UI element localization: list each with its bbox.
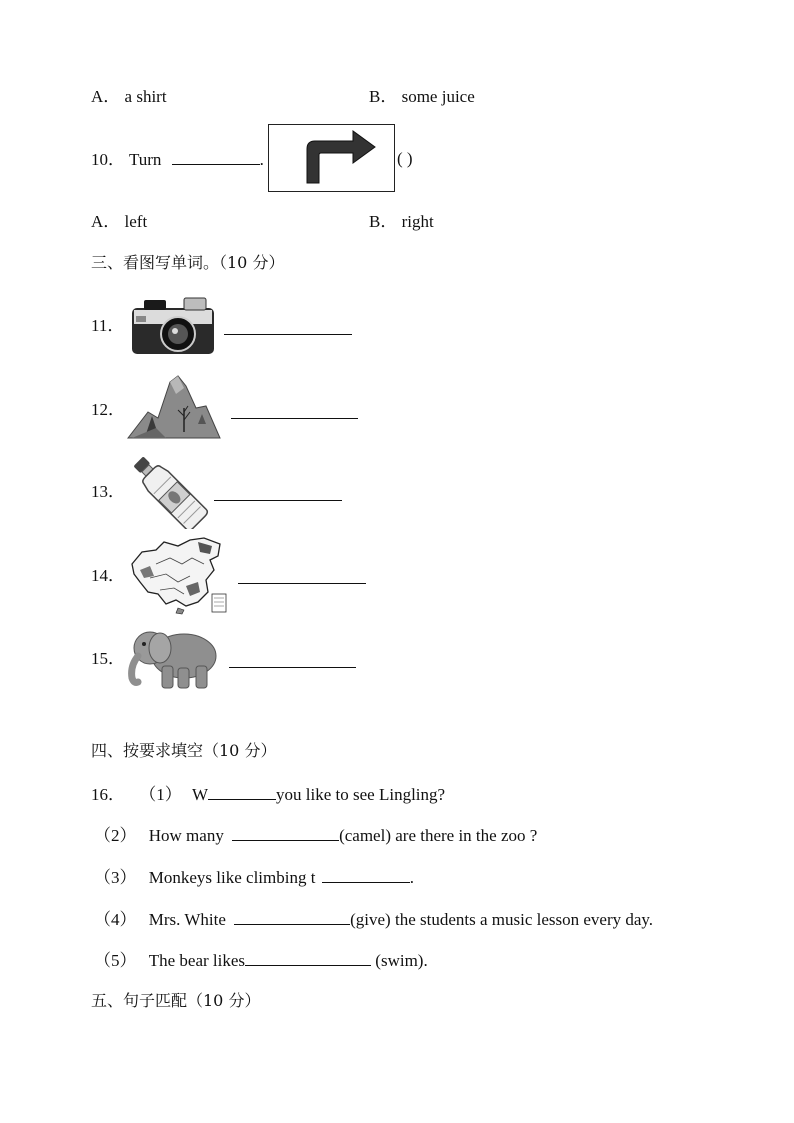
section-5-heading: 五、句子匹配（10 分） — [91, 991, 261, 1010]
section-4-heading: 四、按要求填空（10 分） — [91, 741, 277, 760]
elephant-icon — [126, 622, 222, 692]
sub3-prefix: Monkeys like climbing t — [148, 868, 316, 887]
map-of-china-icon — [126, 534, 230, 616]
mountain-icon — [126, 372, 222, 442]
sub3-number: （3） — [94, 868, 137, 887]
item-12-answer-line[interactable] — [231, 418, 358, 419]
sub1-prefix: W — [192, 785, 209, 804]
q10-answer-blank[interactable] — [172, 149, 260, 165]
item-15-label: 15． — [91, 649, 125, 668]
sub5-answer-blank[interactable] — [245, 950, 371, 966]
q16-sub2 — [94, 825, 537, 846]
q10-option-b: B． right — [369, 212, 434, 231]
sub3-answer-blank[interactable] — [322, 867, 410, 883]
sub5-prefix: The bear likes — [148, 951, 246, 970]
sub4-prefix: Mrs. White — [148, 910, 226, 929]
item-12-label: 12． — [91, 400, 125, 419]
q16-sub4 — [94, 909, 653, 930]
q10-suffix: . — [259, 150, 264, 169]
q9-option-b: B． some juice — [369, 87, 475, 106]
sub1-number: （1） — [139, 785, 182, 804]
sub5-number: （5） — [94, 951, 137, 970]
turn-right-sign — [268, 124, 395, 192]
q10-option-a: A． left — [91, 212, 148, 231]
q16-sub1 — [91, 784, 445, 805]
water-bottle-icon — [126, 453, 210, 529]
sub2-number: （2） — [94, 826, 137, 845]
q10-prefix: 10． Turn — [91, 150, 162, 169]
sub3-suffix: . — [409, 868, 414, 887]
sub2-suffix: (camel) are there in the zoo ? — [339, 826, 538, 845]
sub4-number: （4） — [94, 910, 137, 929]
sub1-suffix: you like to see Lingling? — [276, 785, 446, 804]
q16-sub3 — [94, 867, 414, 888]
item-13-label: 13． — [91, 482, 125, 501]
sub4-answer-blank[interactable] — [234, 909, 350, 925]
sub1-answer-blank[interactable] — [208, 784, 276, 800]
q16-sub5 — [94, 950, 428, 971]
section-3-heading: 三、看图写单词。（10 分） — [91, 253, 285, 272]
right-turn-arrow-icon — [269, 125, 394, 191]
sub4-suffix: (give) the students a music lesson every day. — [350, 910, 654, 929]
item-14-answer-line[interactable] — [238, 583, 366, 584]
sub2-answer-blank[interactable] — [232, 825, 339, 841]
q16-label: 16． — [91, 785, 125, 804]
sub2-prefix: How many — [148, 826, 224, 845]
item-15-answer-line[interactable] — [229, 667, 356, 668]
item-14-label: 14． — [91, 566, 125, 585]
item-11-answer-line[interactable] — [224, 334, 352, 335]
q9-option-a: A． a shirt — [91, 87, 167, 106]
item-11-label: 11． — [91, 316, 125, 335]
camera-icon — [128, 292, 218, 358]
sub5-suffix: (swim). — [371, 951, 428, 970]
item-13-answer-line[interactable] — [214, 500, 342, 501]
q10-stem — [91, 149, 264, 170]
q10-answer-paren: ( ) — [397, 149, 413, 168]
